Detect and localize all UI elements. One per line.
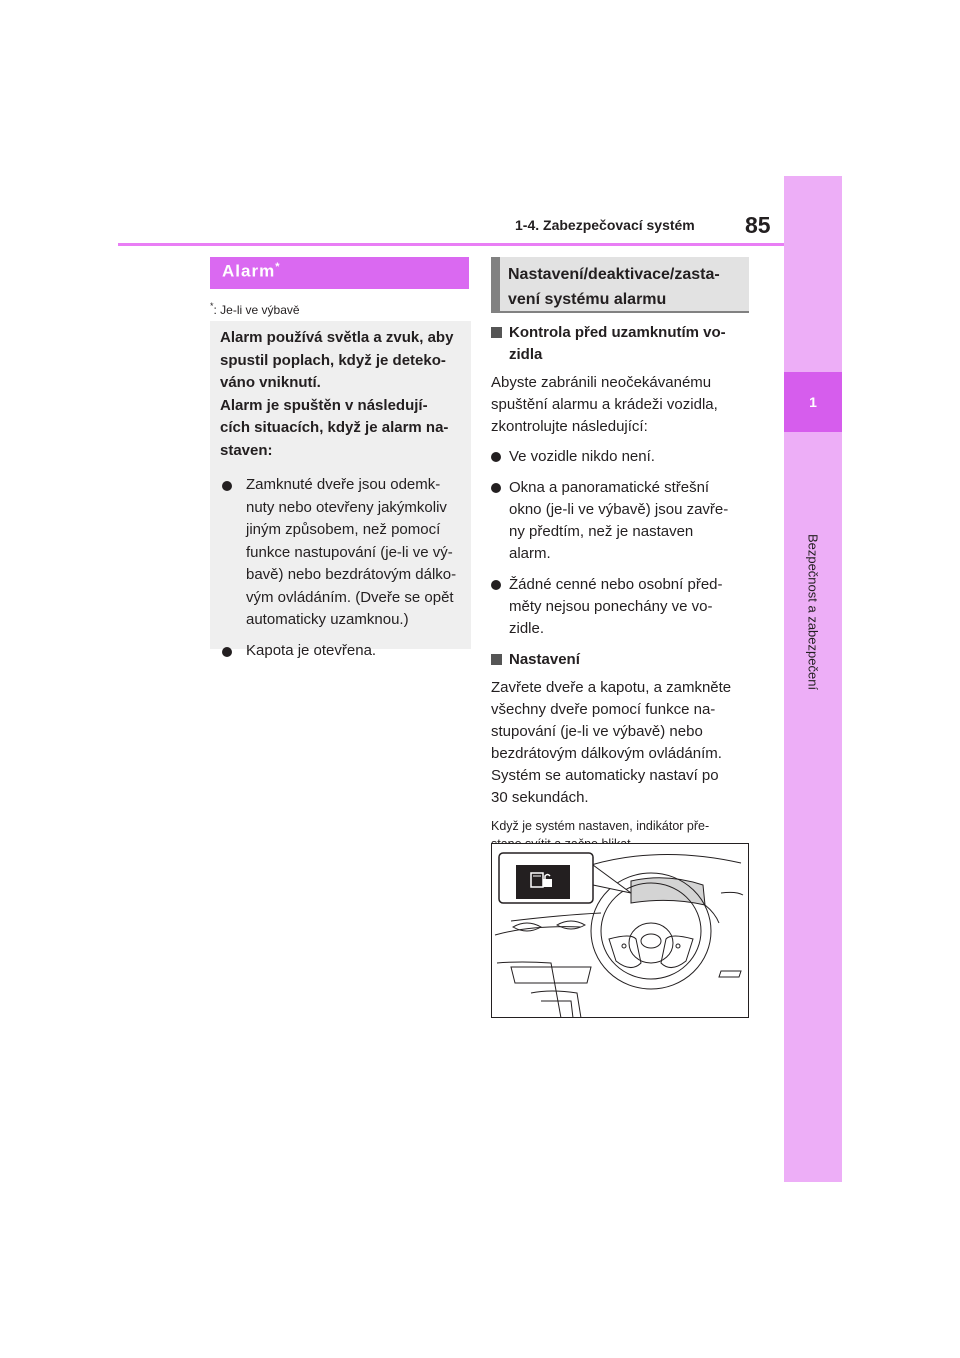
heading-asterisk: * <box>275 261 281 273</box>
item-line: alarm. <box>509 545 551 562</box>
check-before-locking-subheading <box>491 322 749 366</box>
availability-footnote <box>210 301 300 317</box>
item-line: zidle. <box>509 620 545 637</box>
para-line: všechny dveře pomocí funkce na- <box>491 701 716 718</box>
subhead-line: Kontrola před uzamknutím vo- <box>509 324 726 341</box>
bullet-dot-icon <box>491 580 501 590</box>
item-line: vým ovládáním. (Dveře se opět <box>246 588 454 606</box>
subhead-line: Nastavení <box>509 651 580 668</box>
item-line: okno (je-li ve výbavě) jsou zavře- <box>509 501 729 518</box>
item-line: funkce nastupování (je-li ve vý- <box>246 543 453 561</box>
item-line: automaticky uzamknou.) <box>246 611 409 628</box>
alarm-description-box <box>210 321 471 659</box>
item-line: Okna a panoramatické střešní <box>509 479 710 496</box>
setting-section-heading <box>491 257 749 313</box>
header-rule <box>118 243 784 246</box>
alarm-trigger-item <box>220 474 462 632</box>
subhead-line: zidla <box>509 346 543 363</box>
chapter-side-tab <box>784 176 842 1182</box>
setting-paragraph <box>491 677 749 809</box>
bullet-dot-icon <box>222 481 232 491</box>
alarm-heading-text: Alarm <box>222 261 276 281</box>
bullet-dot-icon <box>222 647 232 657</box>
footnote-marker: * <box>210 301 214 311</box>
item-line: Žádné cenné nebo osobní před- <box>509 576 723 593</box>
para-line: stupování (je-li ve výbavě) nebo <box>491 723 703 740</box>
footnote-text: : Je-li ve výbavě <box>213 303 300 317</box>
intro-line: cích situacích, když je alarm na- <box>220 419 449 436</box>
para-line: 30 sekundách. <box>491 789 589 806</box>
item-line: Kapota je otevřena. <box>246 641 377 659</box>
item-line: měty nejsou ponechány ve vo- <box>509 598 713 615</box>
heading-line: Nastavení/deaktivace/zasta- <box>508 266 720 283</box>
intro-line: staven: <box>220 441 273 459</box>
item-line: ny předtím, než je nastaven <box>509 523 694 540</box>
para-line: zkontrolujte následující: <box>491 418 648 435</box>
intro-line: spustil poplach, když je deteko- <box>220 351 446 369</box>
item-line: Zamknuté dveře jsou odemk- <box>246 476 441 493</box>
alarm-trigger-item <box>220 640 462 663</box>
chapter-number: 1 <box>784 372 842 432</box>
para-line: spuštění alarmu a krádeži vozidla, <box>491 396 718 413</box>
para-line: Zavřete dveře a kapotu, a zamkněte <box>491 679 732 696</box>
item-line: nuty nebo otevřeny jakýmkoliv <box>246 498 447 516</box>
square-bullet-icon <box>491 654 502 665</box>
dashboard-illustration <box>491 843 749 1018</box>
alarm-intro <box>220 327 462 462</box>
heading-line: vení systému alarmu <box>508 291 667 308</box>
check-item <box>491 477 749 565</box>
para-line: Systém se automaticky nastaví po <box>491 767 719 784</box>
check-item <box>491 574 749 640</box>
check-item <box>491 446 749 468</box>
setting-subheading <box>491 649 749 671</box>
chapter-label: Bezpečnost a zabezpečení <box>805 533 821 691</box>
intro-line: váno vniknutí. <box>220 374 321 391</box>
bullet-dot-icon <box>491 452 501 462</box>
intro-line: Alarm je spuštěn v následují- <box>220 396 428 414</box>
alarm-section-heading <box>210 257 469 289</box>
setting-section-body <box>491 322 749 853</box>
check-paragraph <box>491 372 749 438</box>
para-line: bezdrátovým dálkovým ovládáním. <box>491 745 722 762</box>
note-line: Když je systém nastaven, indikátor pře- <box>491 819 710 833</box>
item-line: bavě) nebo bezdrátovým dálko- <box>246 566 457 583</box>
item-line: jiným způsobem, než pomocí <box>246 521 441 538</box>
page-number: 85 <box>745 212 771 238</box>
bullet-dot-icon <box>491 483 501 493</box>
item-line: Ve vozidle nikdo není. <box>509 448 655 465</box>
square-bullet-icon <box>491 327 502 338</box>
para-line: Abyste zabránili neočekávanému <box>491 374 712 391</box>
chapter-title: 1-4. Zabezpečovací systém <box>515 217 695 233</box>
intro-line: Alarm používá světla a zvuk, aby <box>220 329 454 346</box>
